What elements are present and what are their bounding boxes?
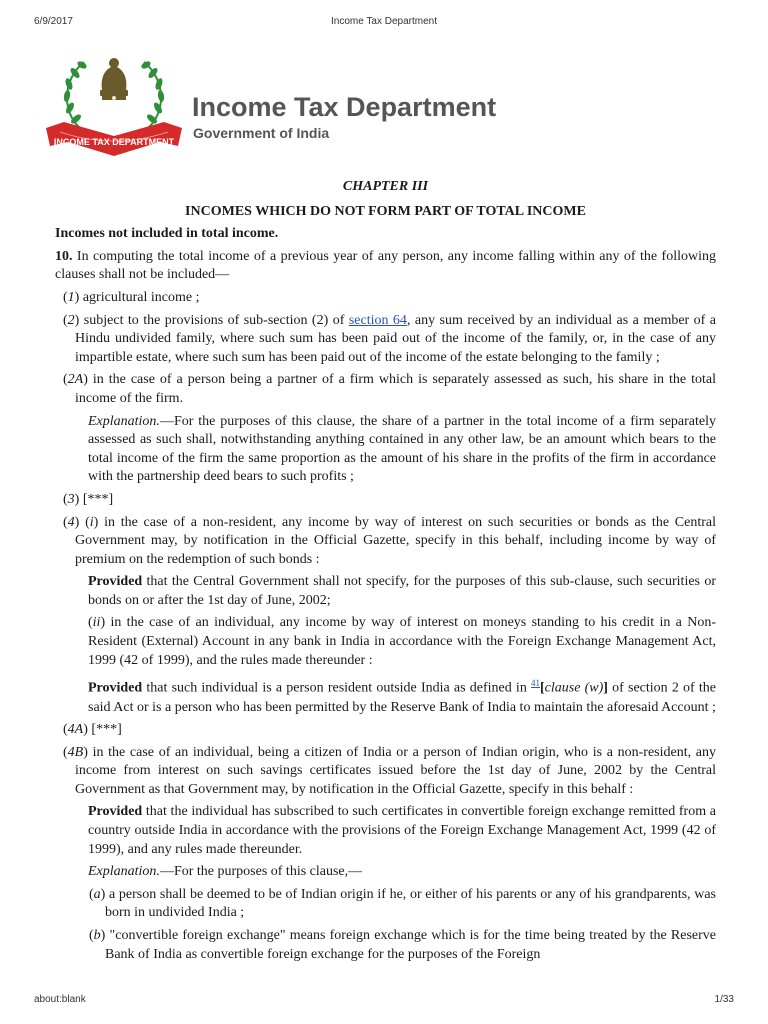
- clause-4b-explanation: [55, 863, 716, 882]
- print-url: about:blank: [34, 994, 86, 1005]
- explanation-text: —For the purposes of this clause,—: [159, 864, 363, 880]
- clause-4-i: (4) (i) in the case of a non-resident, any income by way of interest on such securities or bonds as the Central Government may, by notification in the Official Gazette, specify in this behalf, including income by way of premium on the redemption of such bonds :: [63, 514, 716, 567]
- clause-4b-item-b: (b) "convertible foreign exchange" means foreign exchange which is for the time being treated by the Reserve Bank of India as convertible foreign exchange for the purposes of the Foreign: [89, 928, 716, 962]
- item-text: a person shall be deemed to be of Indian origin if he, or either of his parents or any of his grandparents, was born in undivided India ;: [105, 886, 716, 921]
- clause-number: 4B: [67, 744, 84, 760]
- clause-text: in the case of an individual, being a citizen of India or a person of Indian origin, who is a non-resident, any income from interest on such savings certificates issued before the 1st day of June, 2002 by the Central Government as that Government may, by notification in the Official Gazette, specify in this behalf :: [75, 744, 716, 797]
- proviso-label: Provided: [88, 680, 143, 696]
- print-page-number: 1/33: [714, 994, 734, 1005]
- chapter-number: CHAPTER III: [342, 179, 429, 194]
- proviso-text: that the individual has subscribed to such certificates in convertible foreign exchange remitted from a country outside India in accordance with the provisions of the Foreign Exchange Management Act, 1999 (42 of 1999), and any rules made thereunder.: [88, 804, 716, 857]
- act-content: [55, 178, 716, 968]
- chapter-title: INCOMES WHICH DO NOT FORM PART OF TOTAL INCOME: [185, 203, 586, 219]
- print-date: 6/9/2017: [34, 16, 73, 27]
- proviso-text: of section 2 of the said Act or is a person who has been permitted by the Reserve Bank of India to maintain the aforesaid Account ;: [88, 680, 716, 715]
- item-number: b: [93, 928, 101, 944]
- section-10-text: In computing the total income of a previous year of any person, any income falling within any of the following clauses shall not be included—: [55, 248, 716, 283]
- clause-3: (3) [***]: [63, 491, 114, 507]
- clause-text: agricultural income ;: [79, 289, 200, 305]
- explanation-label: Explanation.: [88, 864, 160, 880]
- section-heading: Incomes not included in total income.: [55, 226, 279, 242]
- clause-2: (2) subject to the provisions of sub-section (2) of section 64, any sum received by an individual as a member of a Hindu undivided family, where such sum has been paid out of the income of the family, or, in the case of any impartible estate, where such sum has been paid out of the income of the estate belonging to the family ;: [63, 312, 716, 365]
- item-number: a: [93, 886, 101, 902]
- clause-text: subject to the provisions of sub-section (2) of: [79, 312, 349, 328]
- clause-number: 4A: [67, 722, 84, 738]
- proviso-label: Provided: [88, 804, 143, 820]
- print-title: Income Tax Department: [331, 16, 437, 27]
- clause-number: 4: [67, 514, 75, 530]
- print-footer: [0, 994, 768, 1008]
- clause-4b-item-a: (a) a person shall be deemed to be of Indian origin if he, or either of his parents or any of his grandparents, was born in undivided India ;: [89, 886, 716, 921]
- clause-1: (1) agricultural income ;: [63, 289, 200, 305]
- clause-2a-explanation: [55, 413, 716, 487]
- item-text: "convertible foreign exchange" means foreign exchange which is for the time being treated by the Reserve Bank of India as convertible foreign exchange for the purposes of the Foreign: [105, 928, 716, 962]
- proviso-text: that such individual is a person resident outside India as defined in: [142, 680, 531, 696]
- clause-number: 3: [67, 491, 75, 507]
- clause-number: 2A: [67, 372, 84, 388]
- clause-4b-proviso: [55, 803, 716, 859]
- clause-4a: (4A) [***]: [63, 722, 122, 738]
- emblem-ribbon-text: INCOME TAX DEPARTMENT: [53, 137, 175, 147]
- clause-2a: (2A) in the case of a person being a partner of a firm which is separately assessed as such, his share in the total income of the firm.: [63, 372, 716, 406]
- clause-text: in the case of a non-resident, any income by way of interest on such securities or bonds as the Central Government may, by notification in the Official Gazette, specify in this behalf, including income by way of premium on the redemption of such bonds :: [75, 514, 716, 567]
- section-number: 10.: [55, 248, 73, 264]
- clause-4b: (4B) in the case of an individual, being a citizen of India or a person of Indian origin, who is a non-resident, any income from interest on such savings certificates issued before the 1st day of June, 2002 by the Central Government as that Government may, by notification in the Official Gazette, specify in this behalf :: [63, 744, 716, 797]
- explanation-text: —For the purposes of this clause, the share of a partner in the total income of a firm separately assessed as such shall, notwithstanding anything contained in any other law, be an amount which bears to the total income of the firm the same proportion as the amount of his share in the profits of the firm in accordance with the partnership deed bears to such profits ;: [88, 413, 716, 485]
- sub-clause-number: ii: [92, 615, 101, 631]
- clause-text: in the case of a person being a partner of a firm which is separately assessed as such, his share in the total income of the firm.: [75, 372, 716, 406]
- explanation-label: Explanation.: [88, 413, 160, 429]
- clause-text: in the case of an individual, any income by way of interest on moneys standing to his credit in a Non-Resident (External) Account in any bank in India in accordance with the Foreign Exchange Management Act, 1999 (42 of 1999), and the rules made thereunder :: [88, 615, 716, 668]
- site-subtitle: Government of India: [193, 125, 330, 141]
- income-tax-emblem-logo[interactable]: [40, 46, 188, 166]
- clause-text: [***]: [87, 722, 122, 738]
- clause-text: [***]: [79, 491, 114, 507]
- emblem-icon: [40, 46, 188, 166]
- print-header: [0, 14, 768, 28]
- section-64-link[interactable]: section 64: [348, 312, 407, 328]
- clause-number: 2: [67, 312, 75, 328]
- sub-clause-number: i: [89, 514, 94, 530]
- clause-4-ii: (ii) in the case of an individual, any income by way of interest on moneys standing to his credit in a Non-Resident (External) Account in any bank in India in accordance with the Foreign Exchange Management Act, 1999 (42 of 1999), and the rules made thereunder :: [88, 615, 716, 668]
- site-header: [40, 46, 500, 166]
- clause-number: 1: [67, 289, 75, 305]
- proviso-label: Provided: [88, 574, 143, 590]
- clause-reference: clause (w): [544, 680, 604, 696]
- site-title[interactable]: Income Tax Department: [192, 92, 497, 122]
- section-10-intro: [55, 248, 716, 285]
- clause-4-proviso-2: Provided that such individual is a person resident outside India as defined in $^{41}$[clause (w)] of section 2 of the said Act or is a person who has been permitted by the Reserve Bank of India to maintain the aforesaid Account ;: [88, 678, 716, 715]
- clause-4-proviso-1: [55, 573, 716, 610]
- proviso-text: that the Central Government shall not specify, for the purposes of this sub-clause, such securities or bonds on or after the 1st day of June, 2002;: [88, 574, 716, 608]
- clause-text: , any sum received by an individual as a member of a Hindu undivided family, where such sum has been paid out of the income of the family, or, in the case of any impartible estate, where such sum has been paid out of the income of the estate belonging to the family ;: [75, 312, 716, 365]
- footnote-41-link[interactable]: 41: [531, 678, 540, 689]
